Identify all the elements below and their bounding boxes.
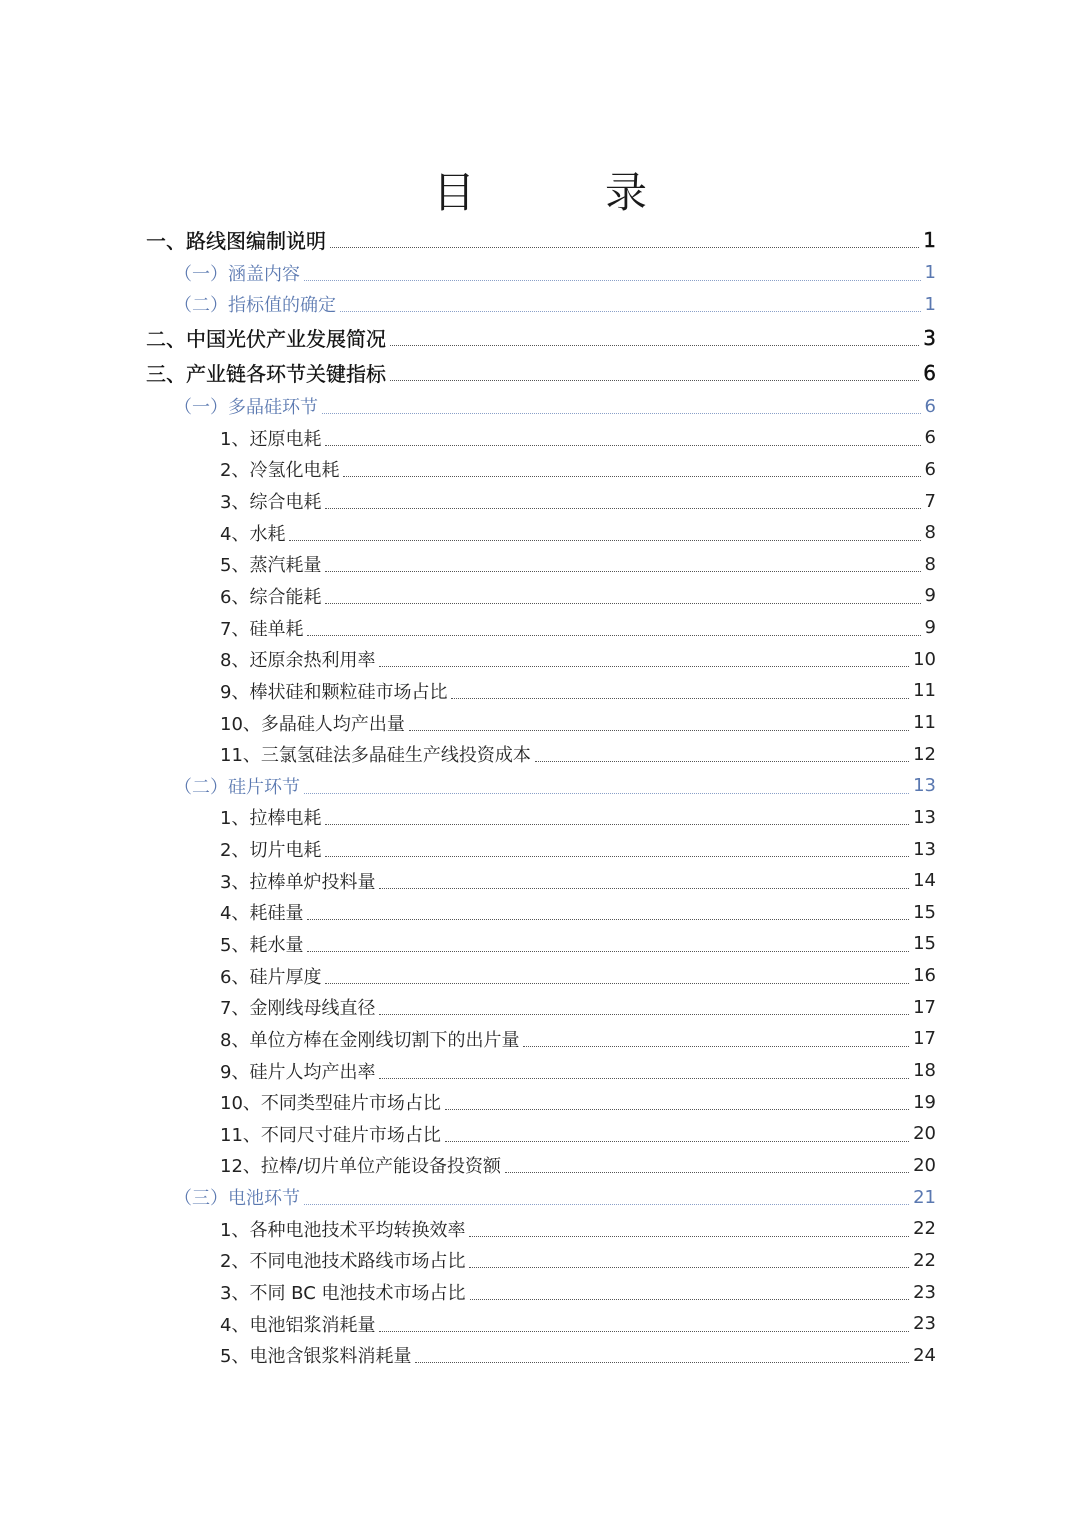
toc-entry-level-3[interactable] [220,1245,936,1277]
toc-entry-label: 8、单位方棒在金刚线切割下的出片量 [220,1029,520,1051]
toc-entry-level-3[interactable] [220,643,936,675]
toc-entry-label: 4、水耗 [220,523,286,545]
toc-entry-page-number: 19 [913,1091,936,1113]
toc-dot-leader [343,475,920,477]
toc-entry-level-3[interactable] [220,1340,936,1372]
toc-entry-label: 1、各种电池技术平均转换效率 [220,1219,466,1241]
toc-entry-label: 4、耗硅量 [220,903,304,925]
toc-dot-leader [307,634,920,636]
toc-dot-leader [289,539,920,541]
toc-entry-page-number: 9 [924,617,936,639]
toc-entry-label: 9、棒状硅和颗粒硅市场占比 [220,681,448,703]
toc-entry-level-3[interactable] [220,1086,936,1118]
toc-dot-leader [325,602,920,604]
toc-entry-label: 10、不同类型硅片市场占比 [220,1093,441,1115]
toc-dot-leader [379,665,909,667]
toc-dot-leader [469,1235,909,1237]
toc-entry-page-number: 1 [923,227,936,252]
toc-dot-leader [307,950,909,952]
toc-dot-leader [340,310,921,312]
toc-entry-page-number: 11 [913,712,936,733]
toc-entry-level-2[interactable] [174,257,936,289]
toc-entry-page-number: 15 [913,933,936,955]
toc-entry-page-number: 14 [913,870,936,892]
toc-entry-page-number: 13 [913,775,936,797]
toc-entry-level-3[interactable] [220,991,936,1023]
toc-dot-leader [307,918,909,920]
toc-entry-level-3[interactable] [220,738,936,770]
toc-entry-label: 一、路线图编制说明 [146,229,326,253]
toc-entry-page-number: 21 [913,1186,936,1208]
toc-entry-label: （二）硅片环节 [174,776,300,798]
toc-entry-level-3[interactable] [220,454,936,486]
toc-entry-level-3[interactable] [220,707,936,739]
toc-entry-page-number: 20 [913,1154,936,1176]
toc-dot-leader [469,1266,909,1268]
toc-entry-level-3[interactable] [220,1308,936,1340]
toc-entry-label: 1、拉棒电耗 [220,808,322,830]
toc-entry-level-3[interactable] [220,833,936,865]
toc-entry-page-number: 1 [924,262,936,284]
toc-dot-leader [325,855,909,857]
toc-entry-page-number: 23 [913,1313,936,1335]
toc-entry-level-3[interactable] [220,675,936,707]
toc-dot-leader [415,1361,909,1363]
toc-entry-level-3[interactable] [220,1055,936,1087]
toc-dot-leader [325,982,909,984]
toc-entry-label: 2、切片电耗 [220,840,322,862]
toc-dot-leader [523,1045,909,1047]
toc-entry-page-number: 18 [913,1060,936,1082]
toc-entry-label: 3、综合电耗 [220,492,322,514]
toc-dot-leader [325,507,920,509]
toc-dot-leader [325,570,920,572]
toc-entry-level-1[interactable] [146,222,936,257]
toc-dot-leader [322,412,921,414]
toc-dot-leader [325,823,909,825]
toc-entry-label: 7、金刚线母线直径 [220,998,376,1020]
toc-entry-level-3[interactable] [220,548,936,580]
toc-entry-level-3[interactable] [220,517,936,549]
toc-dot-leader [379,1013,909,1015]
toc-entry-page-number: 6 [924,395,936,417]
toc-entry-label: 二、中国光伏产业发展简况 [146,327,386,352]
toc-entry-level-3[interactable] [220,422,936,454]
toc-dot-leader [470,1298,910,1300]
toc-entry-level-3[interactable] [220,1276,936,1308]
toc-entry-label: 1、还原电耗 [220,428,322,450]
toc-entry-level-2[interactable] [174,390,936,422]
toc-entry-label: 6、综合能耗 [220,586,322,608]
toc-entry-page-number: 13 [913,806,936,828]
toc-entry-label: （三）电池环节 [174,1188,300,1210]
toc-entry-page-number: 11 [913,680,936,702]
toc-entry-page-number: 8 [924,522,936,544]
toc-entry-level-3[interactable] [220,865,936,897]
toc-dot-leader [409,729,909,731]
toc-entry-label: 5、蒸汽耗量 [220,555,322,577]
toc-entry-level-2[interactable] [174,770,936,802]
toc-entry-label: 7、硅单耗 [220,618,304,640]
toc-entry-page-number: 6 [923,360,936,385]
toc-entry-label: 9、硅片人均产出率 [220,1061,376,1083]
toc-dot-leader [505,1171,909,1173]
toc-entry-level-3[interactable] [220,1213,936,1245]
toc-entry-label: 三、产业链各环节关键指标 [146,362,386,387]
toc-entry-level-2[interactable] [174,1181,936,1213]
toc-entry-level-2[interactable] [174,289,936,321]
toc-entry-page-number: 22 [913,1249,936,1271]
toc-entry-level-3[interactable] [220,1150,936,1182]
toc-entry-page-number: 6 [924,458,936,480]
toc-entry-label: 3、不同 BC 电池技术市场占比 [220,1283,466,1305]
toc-entry-level-3[interactable] [220,612,936,644]
toc-entry-page-number: 9 [924,585,936,607]
toc-entry-label: 2、不同电池技术路线市场占比 [220,1251,466,1273]
toc-entry-label: 4、电池铝浆消耗量 [220,1314,376,1336]
toc-entry-page-number: 12 [913,743,936,765]
toc-entry-label: 6、硅片厚度 [220,966,322,988]
toc-entry-page-number: 8 [924,553,936,575]
toc-entry-page-number: 24 [913,1344,936,1366]
toc-dot-leader [445,1108,909,1110]
toc-entry-page-number: 23 [913,1281,936,1303]
toc-entry-label: 3、拉棒单炉投料量 [220,871,376,893]
toc-entry-page-number: 3 [923,325,936,350]
toc-dot-leader [379,1077,909,1079]
toc-entry-page-number: 16 [913,965,936,987]
toc-entry-label: 11、三氯氢硅法多晶硅生产线投资成本 [220,745,531,767]
toc-entry-page-number: 20 [913,1123,936,1145]
toc-entry-level-3[interactable] [220,1023,936,1055]
toc-entry-page-number: 17 [913,996,936,1018]
table-of-contents [0,222,1080,1371]
toc-entry-page-number: 17 [913,1028,936,1050]
toc-entry-label: 5、耗水量 [220,934,304,956]
toc-entry-page-number: 7 [924,490,936,512]
toc-entry-label: （一）涵盖内容 [174,263,300,285]
toc-entry-level-3[interactable] [220,802,936,834]
toc-dot-leader [379,887,909,889]
toc-entry-label: 2、冷氢化电耗 [220,460,340,482]
toc-entry-level-3[interactable] [220,1118,936,1150]
toc-dot-leader [325,444,920,446]
toc-entry-label: （一）多晶硅环节 [174,397,318,419]
toc-dot-leader [304,1203,909,1205]
toc-entry-page-number: 13 [913,838,936,860]
toc-dot-leader [535,760,909,762]
toc-entry-level-3[interactable] [220,960,936,992]
toc-dot-leader [390,344,919,346]
toc-dot-leader [451,697,909,699]
toc-entry-label: 12、拉棒/切片单位产能设备投资额 [220,1156,501,1178]
toc-entry-level-3[interactable] [220,897,936,929]
toc-entry-level-1[interactable] [146,320,936,355]
page-title: 目 录 [432,168,691,217]
toc-entry-page-number: 6 [924,427,936,449]
toc-dot-leader [379,1330,909,1332]
toc-entry-label: 11、不同尺寸硅片市场占比 [220,1124,441,1146]
toc-entry-label: 5、电池含银浆料消耗量 [220,1346,412,1368]
toc-dot-leader [330,246,919,248]
toc-entry-level-3[interactable] [220,928,936,960]
toc-entry-page-number: 1 [924,293,936,315]
toc-entry-page-number: 15 [913,901,936,923]
toc-dot-leader [445,1140,909,1142]
toc-entry-level-1[interactable] [146,355,936,390]
toc-entry-page-number: 10 [913,648,936,670]
toc-dot-leader [304,792,909,794]
toc-dot-leader [390,379,919,381]
toc-entry-level-3[interactable] [220,485,936,517]
toc-entry-label: （二）指标值的确定 [174,295,336,317]
toc-entry-page-number: 22 [913,1218,936,1240]
toc-dot-leader [304,279,921,281]
toc-entry-label: 10、多晶硅人均产出量 [220,713,405,735]
toc-entry-level-3[interactable] [220,580,936,612]
toc-entry-label: 8、还原余热利用率 [220,650,376,672]
